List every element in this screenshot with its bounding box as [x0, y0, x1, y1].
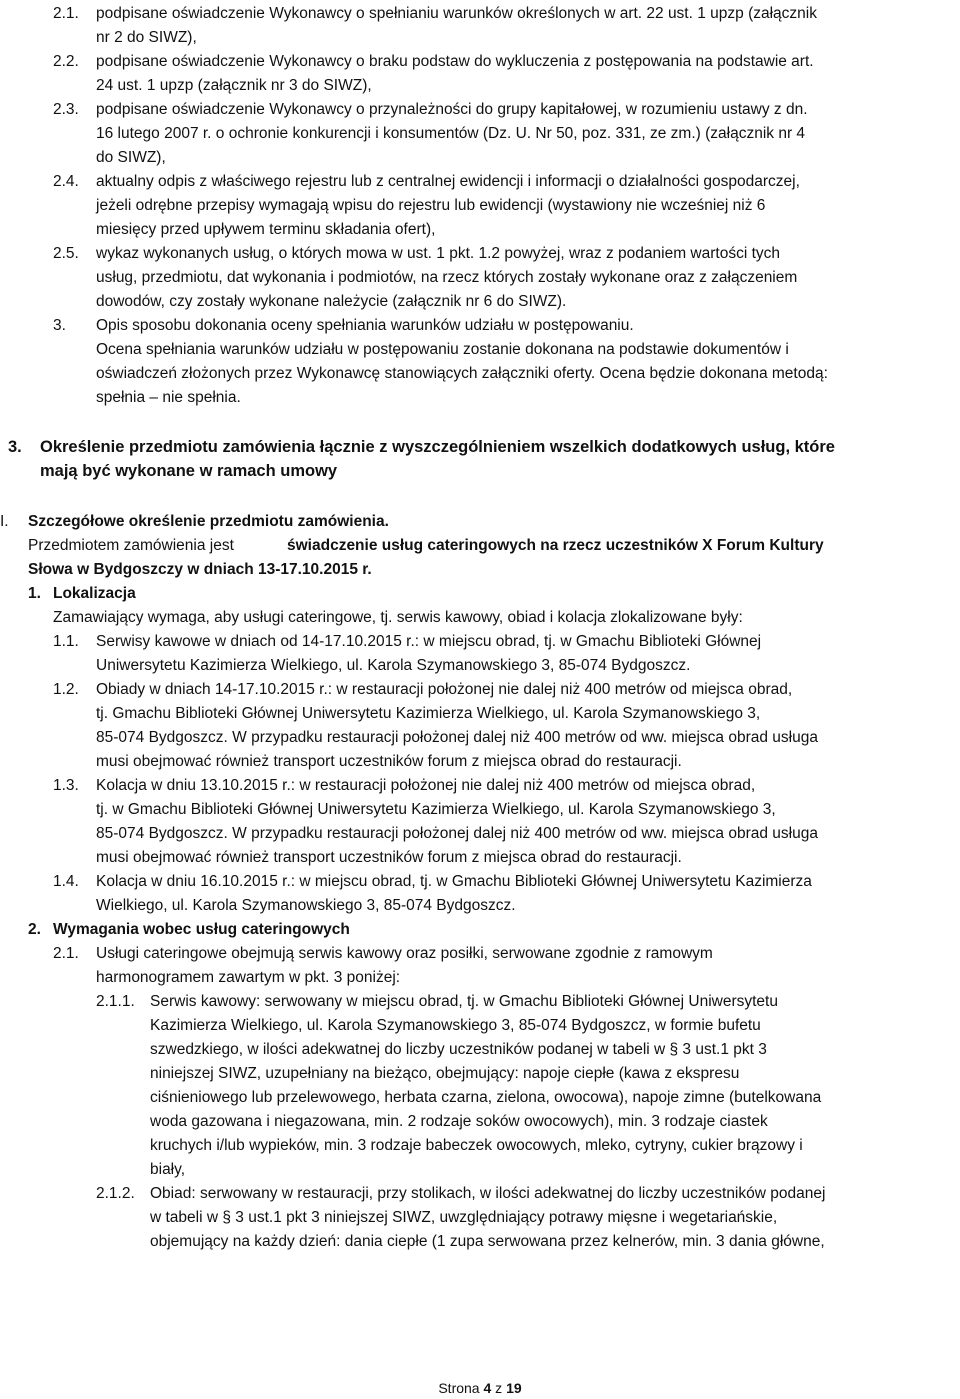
item-text: Określenie przedmiotu zamówienia łącznie z wyszczególnieniem wszelkich dodatkowych usług, które	[40, 438, 835, 456]
chapter-3-heading	[0, 434, 960, 461]
item-number: 3.	[8, 438, 22, 456]
text-line: Uniwersytetu Kazimierza Wielkiego, ul. Karola Szymanowskiego 3, 85-074 Bydgoszcz.	[96, 657, 691, 674]
text-line: jeżeli odrębne przepisy wymagają wpisu do rejestru lub ewidencji (wystawiony nie wcześniej niż 6	[96, 197, 766, 214]
item-number: 1.4.	[53, 873, 79, 890]
list-item-2-1	[0, 0, 960, 27]
list-item-2-1-2	[0, 1180, 960, 1207]
item-number: 2.1.2.	[96, 1185, 135, 1202]
item-number: 2.1.	[53, 945, 79, 962]
item-number: I.	[0, 513, 9, 530]
text-line: objemujący na każdy dzień: dania ciepłe (1 zupa serwowana przez kelnerów, min. 3 dania główne,	[150, 1233, 825, 1250]
text-line: tj. Gmachu Biblioteki Głównej Uniwersytetu Kazimierza Wielkiego, ul. Karola Szymanowskiego 3,	[96, 705, 761, 722]
text-line: niniejszej SIWZ, uzupełniany na bieżąco, obejmujący: napoje ciepłe (kawa z ekspresu	[150, 1065, 740, 1082]
item-text: Kolacja w dniu 16.10.2015 r.: w miejscu obrad, tj. w Gmachu Biblioteki Głównej Uniwersytetu Kazimierza	[96, 873, 812, 890]
item-text: Szczegółowe określenie przedmiotu zamówienia.	[28, 513, 389, 530]
item-text: Kolacja w dniu 13.10.2015 r.: w restauracji położonej nie dalej niż 400 metrów od miejsca obrad,	[96, 777, 756, 794]
footer-separator: z	[495, 1380, 503, 1396]
list-item-1-1	[0, 628, 960, 655]
text-line: harmonogramem zawartym w pkt. 3 poniżej:	[96, 969, 401, 986]
text-line: musi obejmować również transport uczestników forum z miejsca obrad do restauracji.	[96, 753, 682, 770]
item-number: 1.	[28, 585, 41, 602]
item-text: Serwisy kawowe w dniach od 14-17.10.2015 r.: w miejscu obrad, tj. w Gmachu Biblioteki Głównej	[96, 633, 762, 650]
item-number: 1.3.	[53, 777, 79, 794]
item-number: 2.4.	[53, 173, 79, 190]
text-line: Słowa w Bydgoszczy w dniach 13-17.10.2015 r.	[28, 561, 372, 578]
text-line: kruchych i/lub wypieków, min. 3 rodzaje babeczek owocowych, mleko, cytryny, cukier brązowy i	[150, 1137, 803, 1154]
item-text: podpisane oświadczenie Wykonawcy o przynależności do grupy kapitałowej, w rozumieniu ustawy z dn.	[96, 101, 808, 118]
section-3-heading	[0, 312, 960, 339]
text-line: do SIWZ),	[96, 149, 166, 166]
text-line: Zamawiający wymaga, aby usługi cateringowe, tj. serwis kawowy, obiad i kolacja zlokalizowane były:	[53, 609, 743, 626]
item-text: podpisane oświadczenie Wykonawcy o spełnianiu warunków określonych w art. 22 ust. 1 upzp (załącznik	[96, 5, 817, 22]
subject-emphasis: świadczenie usług cateringowych na rzecz uczestników X Forum Kultury	[287, 537, 824, 554]
text-line: Wielkiego, ul. Karola Szymanowskiego 3, 85-074 Bydgoszcz.	[96, 897, 516, 914]
text-line: mają być wykonane w ramach umowy	[40, 462, 338, 480]
text-line: szwedzkiego, w ilości adekwatnej do liczby uczestników podanej w tabeli w § 3 ust.1 pkt 3	[150, 1041, 767, 1058]
footer-page-number: 4	[483, 1380, 492, 1396]
text-line: 85-074 Bydgoszcz. W przypadku restauracji położonej dalej niż 400 metrów od ww. miejsca obrad usługa	[96, 729, 818, 746]
list-item-2-1-1	[0, 988, 960, 1015]
list-item-2-2	[0, 48, 960, 75]
text-line: Ocena spełniania warunków udziału w postępowaniu zostanie dokonana na podstawie dokumentów i	[96, 341, 789, 358]
item-text: Serwis kawowy: serwowany w miejscu obrad, tj. w Gmachu Biblioteki Głównej Uniwersytetu	[150, 993, 778, 1010]
text-line: spełnia – nie spełnia.	[96, 389, 241, 406]
item-text: Usługi cateringowe obejmują serwis kawowy oraz posiłki, serwowane zgodnie z ramowym	[96, 945, 713, 962]
item-number: 1.2.	[53, 681, 79, 698]
text-line: musi obejmować również transport uczestników forum z miejsca obrad do restauracji.	[96, 849, 682, 866]
item-text: podpisane oświadczenie Wykonawcy o braku podstaw do wykluczenia z postępowania na podstawie art.	[96, 53, 814, 70]
item-number: 2.1.	[53, 5, 79, 22]
item-number: 1.1.	[53, 633, 79, 650]
text-line: 85-074 Bydgoszcz. W przypadku restauracji położonej dalej niż 400 metrów od ww. miejsca obrad usługa	[96, 825, 818, 842]
item-number: 2.1.1.	[96, 993, 135, 1010]
item-text: Lokalizacja	[53, 585, 136, 602]
text-line: oświadczeń złożonych przez Wykonawcę stanowiących załączniki oferty. Ocena będzie dokonana metodą:	[96, 365, 828, 382]
item-text: wykaz wykonanych usług, o których mowa w ust. 1 pkt. 1.2 powyżej, wraz z podaniem wartości tych	[96, 245, 781, 262]
wymagania-heading	[0, 916, 960, 943]
page-footer	[0, 1378, 960, 1398]
text-line: miesięcy przed upływem terminu składania ofert),	[96, 221, 436, 238]
item-text: Opis sposobu dokonania oceny spełniania warunków udziału w postępowaniu.	[96, 317, 634, 334]
text-line: usług, przedmiotu, dat wykonania i podmiotów, na rzecz których zostały wykonane oraz z załączeniem	[96, 269, 798, 286]
item-number: 2.2.	[53, 53, 79, 70]
subsection-i-heading	[0, 508, 960, 535]
item-text: aktualny odpis z właściwego rejestru lub z centralnej ewidencji i informacji o działalności gospodarczej,	[96, 173, 800, 190]
text-line: tj. w Gmachu Biblioteki Głównej Uniwersytetu Kazimierza Wielkiego, ul. Karola Szymanowskiego 3,	[96, 801, 776, 818]
item-text: Obiad: serwowany w restauracji, przy stolikach, w ilości adekwatnej do liczby uczestników podanej	[150, 1185, 826, 1202]
footer-total-pages: 19	[506, 1380, 522, 1396]
text-line: Przedmiotem zamówienia jest świadczenie usług cateringowych na rzecz uczestników X Forum Kultury	[0, 532, 960, 559]
text-line: nr 2 do SIWZ),	[96, 29, 197, 46]
lokalizacja-heading	[0, 580, 960, 607]
text-line: biały,	[150, 1161, 186, 1178]
text-line: Kazimierza Wielkiego, ul. Karola Szymanowskiego 3, 85-074 Bydgoszcz, w formie bufetu	[150, 1017, 761, 1034]
text-line: w tabeli w § 3 ust.1 pkt 3 niniejszej SIWZ, uwzględniający potrawy mięsne i wegetariańskie,	[150, 1209, 778, 1226]
list-item-2-3	[0, 96, 960, 123]
item-text: Wymagania wobec usług cateringowych	[53, 921, 350, 938]
list-item-1-4	[0, 868, 960, 895]
list-item-2-4	[0, 168, 960, 195]
item-number: 2.3.	[53, 101, 79, 118]
text-line: dowodów, czy zostały wykonane należycie (załącznik nr 6 do SIWZ).	[96, 293, 567, 310]
item-number: 3.	[53, 317, 66, 334]
item-number: 2.5.	[53, 245, 79, 262]
text-line: 16 lutego 2007 r. o ochronie konkurencji i konsumentów (Dz. U. Nr 50, poz. 331, ze zm.) (załącznik nr 4	[96, 125, 806, 142]
list-item-1-2	[0, 676, 960, 703]
item-text: Obiady w dniach 14-17.10.2015 r.: w restauracji położonej nie dalej niż 400 metrów od miejsca obrad,	[96, 681, 793, 698]
footer-label: Strona	[438, 1380, 480, 1396]
text-line: woda gazowana i niegazowana, min. 2 rodzaje soków owocowych), min. 3 rodzaje ciastek	[150, 1113, 768, 1130]
text-line: ciśnieniowego lub przelewowego, herbata czarna, zielona, owocowa), napoje zimne (butelkowana	[150, 1089, 822, 1106]
list-item-2-5	[0, 240, 960, 267]
text-line: 24 ust. 1 upzp (załącznik nr 3 do SIWZ),	[96, 77, 372, 94]
list-item-1-3	[0, 772, 960, 799]
list-item-2-1b	[0, 940, 960, 967]
item-number: 2.	[28, 921, 41, 938]
